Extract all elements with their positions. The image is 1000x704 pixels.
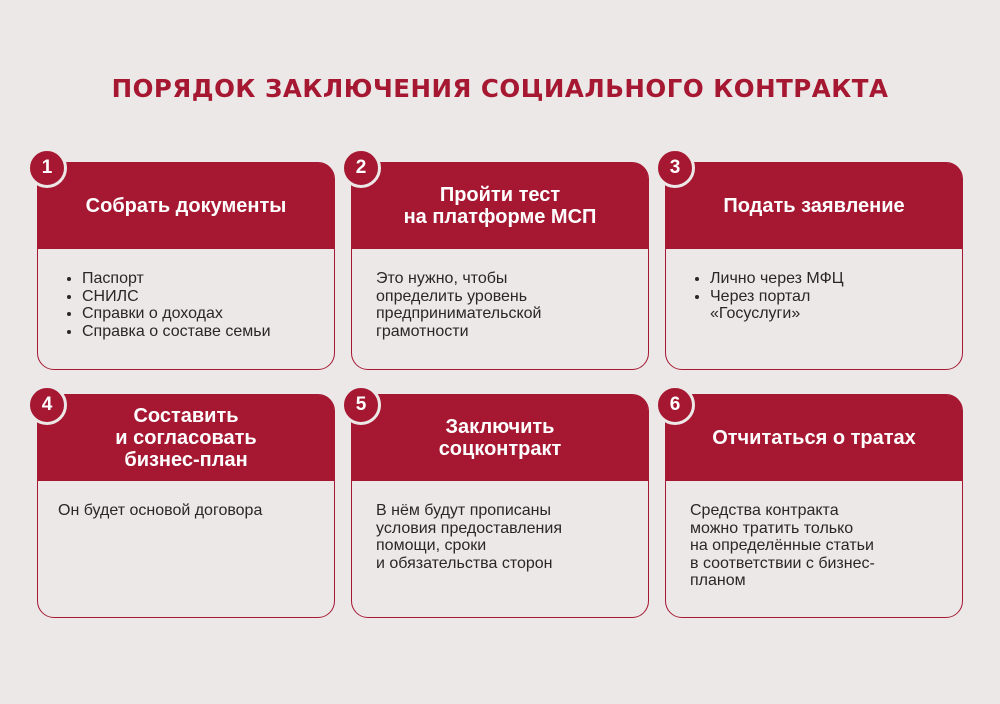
list-item: • Справки о доходах bbox=[82, 305, 314, 323]
step-heading: Собрать документы bbox=[38, 163, 334, 249]
step-heading: Отчитаться о тратах bbox=[666, 395, 962, 481]
step-number-badge: 2 bbox=[341, 148, 381, 188]
step-list bbox=[688, 270, 942, 323]
step-number-badge: 3 bbox=[655, 148, 695, 188]
step-list bbox=[60, 270, 314, 340]
list-item: • Лично через МФЦ bbox=[710, 270, 942, 288]
list-item: • Через портал «Госуслуги» bbox=[710, 288, 942, 323]
step-number-badge: 5 bbox=[341, 385, 381, 425]
step-body: В нём будут прописаны условия предоставления помощи, сроки и обязательства сторон bbox=[376, 502, 562, 572]
step-card-4 bbox=[37, 394, 335, 618]
step-card-5 bbox=[351, 394, 649, 618]
step-body: Средства контракта можно тратить только на определённые статьи в соответствии с бизнес- планом bbox=[690, 502, 875, 589]
step-heading: Подать заявление bbox=[666, 163, 962, 249]
step-heading: Составить и согласовать бизнес-план bbox=[38, 395, 334, 481]
step-body: Он будет основой договора bbox=[58, 502, 263, 519]
step-heading: Заключить соцконтракт bbox=[352, 395, 648, 481]
list-item: • СНИЛС bbox=[82, 288, 314, 306]
list-item: • Паспорт bbox=[82, 270, 314, 288]
step-number-badge: 6 bbox=[655, 385, 695, 425]
step-body bbox=[666, 249, 962, 323]
page-title: ПОРЯДОК ЗАКЛЮЧЕНИЯ СОЦИАЛЬНОГО КОНТРАКТА bbox=[111, 74, 889, 103]
step-card-2 bbox=[351, 162, 649, 370]
step-card-6 bbox=[665, 394, 963, 618]
list-item: • Справка о составе семьи bbox=[82, 323, 314, 341]
step-body bbox=[38, 249, 334, 340]
step-number-badge: 1 bbox=[27, 148, 67, 188]
step-card-1 bbox=[37, 162, 335, 370]
step-card-3 bbox=[665, 162, 963, 370]
step-heading: Пройти тест на платформе МСП bbox=[352, 163, 648, 249]
step-body: Это нужно, чтобы определить уровень предпринимательской грамотности bbox=[376, 270, 542, 340]
step-number-badge: 4 bbox=[27, 385, 67, 425]
